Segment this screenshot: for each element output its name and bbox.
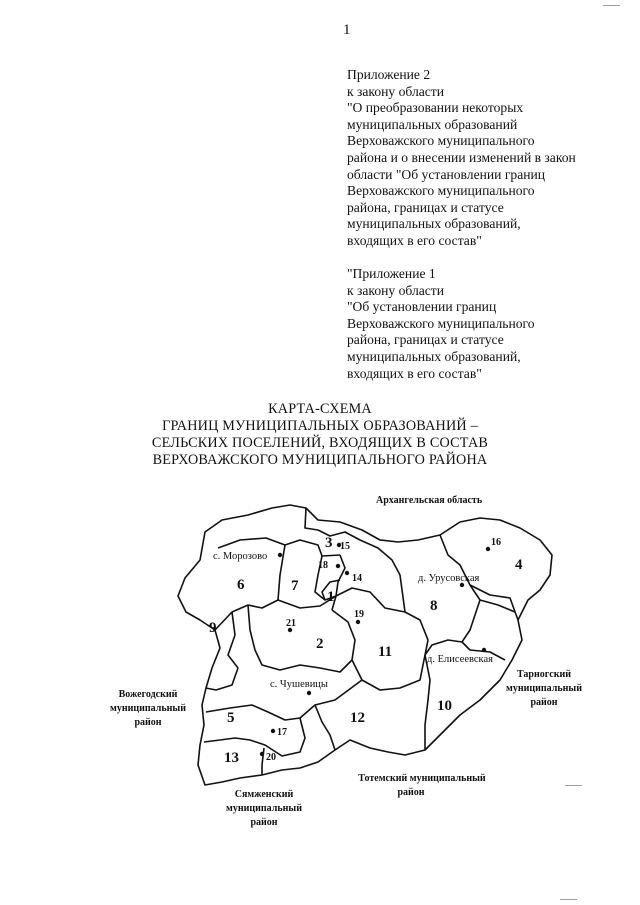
neighbor-west-label-3: район <box>134 717 162 728</box>
settlement-number: 2 <box>316 636 324 652</box>
settlement-number: 4 <box>515 557 523 573</box>
settlement-number: 5 <box>227 710 235 726</box>
settlement-number: 3 <box>325 535 333 551</box>
annex-line: муниципальных образований, <box>347 348 521 364</box>
neighbor-east-label-2: муниципальный <box>506 683 582 694</box>
settlement-number: 1 <box>327 589 335 605</box>
annex-line: района, границах и статусе <box>347 199 504 215</box>
point-number: 14 <box>352 573 362 584</box>
corner-mark-top: —— <box>603 0 619 10</box>
annex-line: Верховажского муниципального <box>347 133 535 149</box>
boundary <box>362 655 425 690</box>
neighbor-north-label: Архангельская область <box>376 495 483 506</box>
neighbor-east-label-1: Тарногский <box>516 669 572 680</box>
settlement-dot <box>482 648 486 652</box>
annex-line: муниципальных образований <box>347 116 518 132</box>
settlement-number: 10 <box>437 698 452 714</box>
settlement-number: 13 <box>224 750 239 766</box>
annex-line: области "Об установлении границ <box>347 166 546 182</box>
annex-line: к закону области <box>347 282 445 298</box>
place-eliseevskaya: д. Елисеевская <box>427 654 493 665</box>
neighbor-south-label-1: Тотемский муниципальный <box>358 773 486 784</box>
boundary <box>470 585 518 620</box>
title-line: ГРАНИЦ МУНИЦИПАЛЬНЫХ ОБРАЗОВАНИЙ – <box>162 418 478 434</box>
title-line: ВЕРХОВАЖСКОГО МУНИЦИПАЛЬНОГО РАЙОНА <box>152 452 488 468</box>
point-number: 16 <box>491 537 501 548</box>
annex-line: Верховажского муниципального <box>347 315 535 331</box>
neighbor-west-label-1: Вожегодский <box>118 689 178 700</box>
boundary <box>218 538 285 548</box>
settlement-number: 7 <box>291 578 299 594</box>
district-map <box>0 480 640 840</box>
point-number: 18 <box>318 560 328 571</box>
annex-1-heading <box>347 266 535 382</box>
annex-line: входящих в его состав" <box>347 365 482 381</box>
settlement-number: 11 <box>378 644 393 660</box>
settlement-number: 8 <box>430 598 438 614</box>
corner-mark-middle: —— <box>565 780 581 790</box>
settlement-dot <box>271 729 275 733</box>
annex-2-heading <box>347 67 576 250</box>
settlement-dot <box>345 571 349 575</box>
boundary <box>315 705 335 750</box>
settlement-dot <box>307 691 311 695</box>
page-number: 1 <box>343 22 351 38</box>
neighbor-east-label-3: район <box>530 697 558 708</box>
annex-line: "О преобразовании некоторых <box>347 100 524 116</box>
boundary <box>215 605 248 630</box>
annex-line: Приложение 2 <box>347 67 431 82</box>
annex-line: района и о внесении изменений в закон <box>347 149 576 165</box>
place-urusovskaya: д. Урусовская <box>418 573 480 584</box>
settlement-number: 12 <box>350 710 365 726</box>
settlement-dot <box>486 547 490 551</box>
annex-line: района, границах и статусе <box>347 332 504 348</box>
boundary <box>204 705 305 756</box>
boundary <box>248 605 352 672</box>
annex-line: "Приложение 1 <box>347 266 436 281</box>
settlement-dot <box>356 620 360 624</box>
place-morozovo: с. Морозово <box>213 551 268 562</box>
title-line: КАРТА-СХЕМА <box>268 401 372 417</box>
annex-line: муниципальных образований, <box>347 216 521 232</box>
settlement-dot <box>278 553 282 557</box>
neighbor-south-label-2: район <box>397 787 425 798</box>
point-number: 19 <box>354 609 364 620</box>
boundary <box>425 535 480 655</box>
corner-mark-bottom: —— <box>560 894 576 904</box>
neighbor-southwest-label-3: район <box>250 817 278 828</box>
settlement-number: 9 <box>209 620 217 636</box>
boundary <box>228 612 238 668</box>
settlement-number: 6 <box>237 577 245 593</box>
point-number: 20 <box>266 752 276 763</box>
point-number: 15 <box>340 541 350 552</box>
settlement-dot <box>336 564 340 568</box>
annex-line: "Об установлении границ <box>347 299 497 315</box>
annex-line: входящих в его состав" <box>347 232 482 248</box>
annex-line: Верховажского муниципального <box>347 183 535 199</box>
neighbor-west-label-2: муниципальный <box>110 703 186 714</box>
boundary <box>480 600 515 612</box>
neighbor-southwest-label-1: Сямженский <box>234 789 294 800</box>
place-chushevitsy: с. Чушевицы <box>270 679 328 690</box>
annex-line: к закону области <box>347 83 445 99</box>
settlement-dot <box>260 752 264 756</box>
boundary <box>425 655 430 750</box>
point-number: 21 <box>286 618 296 629</box>
point-number: 17 <box>277 727 287 738</box>
title-line: СЕЛЬСКИХ ПОСЕЛЕНИЙ, ВХОДЯЩИХ В СОСТАВ <box>151 435 489 451</box>
map-title <box>120 401 520 469</box>
boundary <box>360 540 405 612</box>
neighbor-southwest-label-2: муниципальный <box>226 803 302 814</box>
